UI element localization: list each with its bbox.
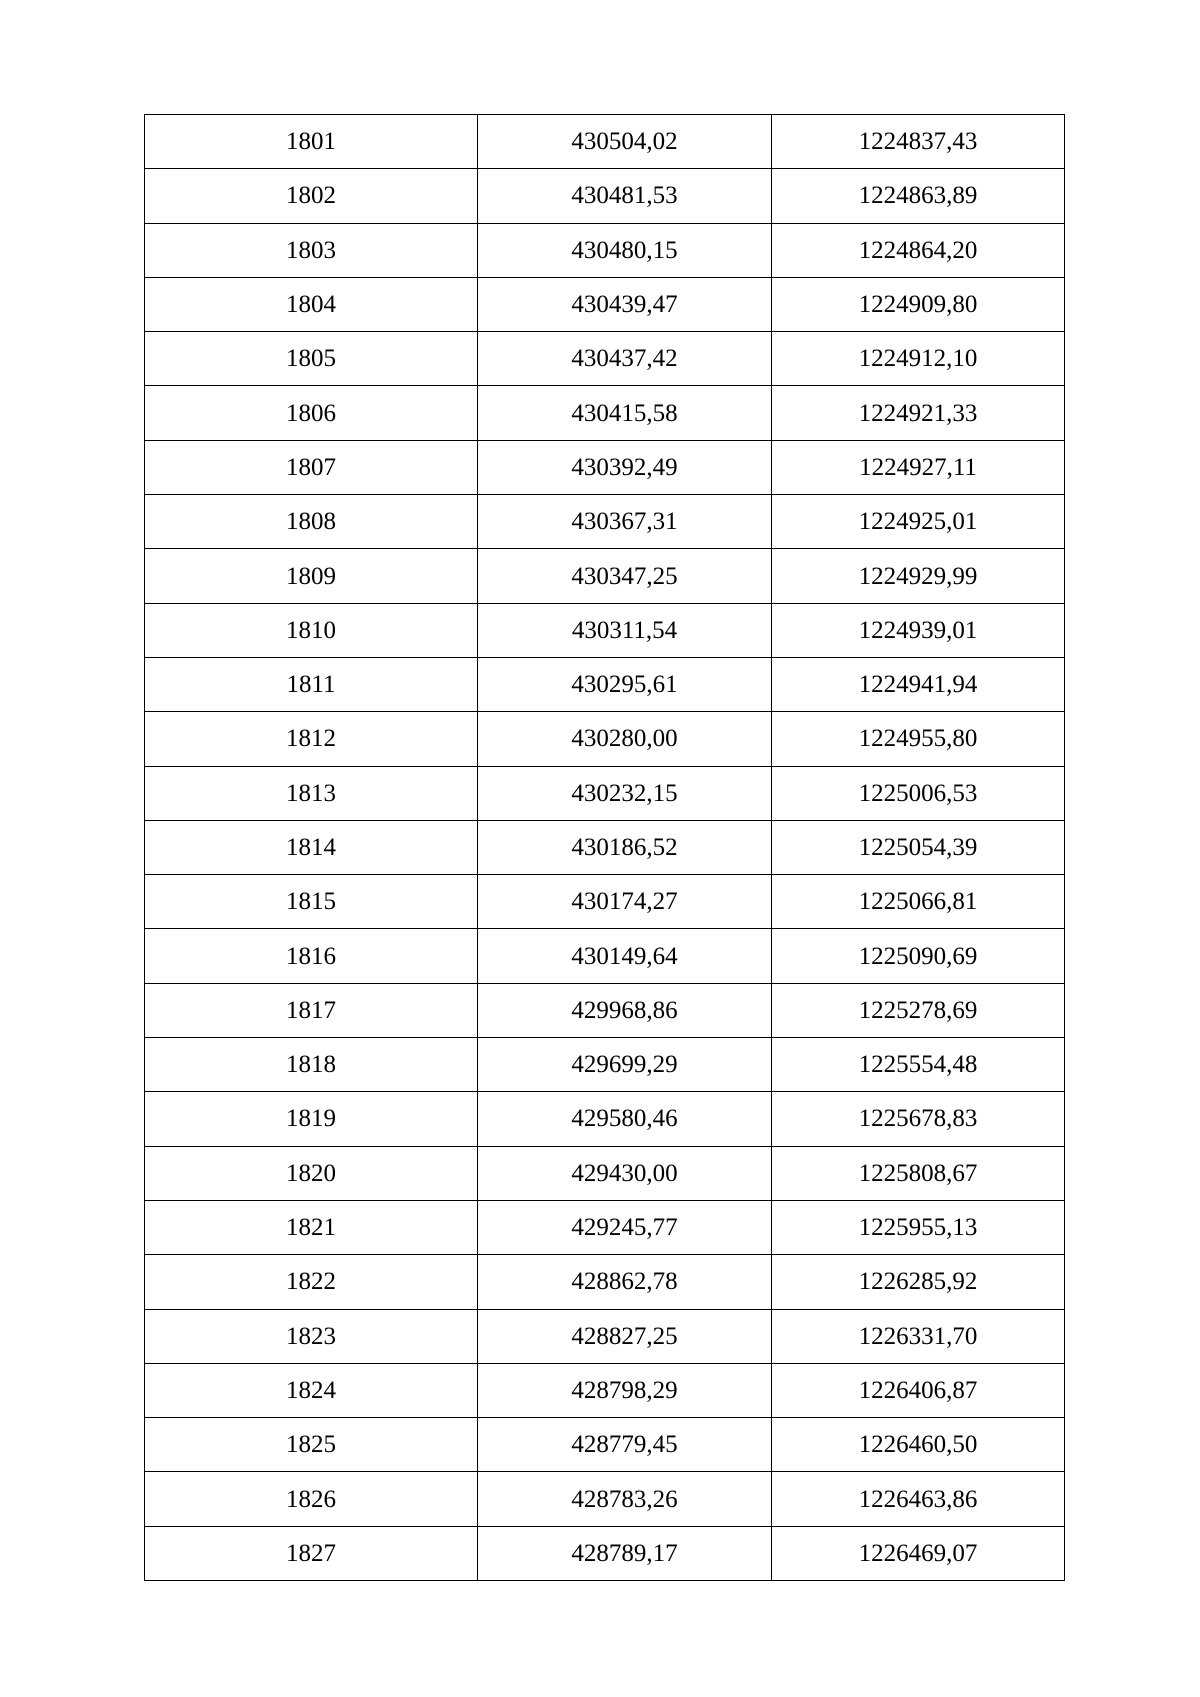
table-row <box>145 1146 1065 1200</box>
y-coordinate-cell: 1224912,10 <box>772 332 1065 386</box>
table-row <box>145 1255 1065 1309</box>
table-row <box>145 1363 1065 1417</box>
point-number-cell: 1822 <box>145 1255 478 1309</box>
table-row <box>145 983 1065 1037</box>
table-row <box>145 386 1065 440</box>
point-number-cell: 1806 <box>145 386 478 440</box>
table-row <box>145 712 1065 766</box>
x-coordinate-cell: 429699,29 <box>478 1038 772 1092</box>
x-coordinate-cell: 430481,53 <box>478 169 772 223</box>
x-coordinate-cell: 430280,00 <box>478 712 772 766</box>
y-coordinate-cell: 1225278,69 <box>772 983 1065 1037</box>
point-number-cell: 1819 <box>145 1092 478 1146</box>
point-number-cell: 1812 <box>145 712 478 766</box>
table-row <box>145 223 1065 277</box>
y-coordinate-cell: 1224863,89 <box>772 169 1065 223</box>
table-row <box>145 115 1065 169</box>
y-coordinate-cell: 1226469,07 <box>772 1526 1065 1580</box>
table-row <box>145 657 1065 711</box>
x-coordinate-cell: 430311,54 <box>478 603 772 657</box>
y-coordinate-cell: 1224909,80 <box>772 277 1065 331</box>
y-coordinate-cell: 1226285,92 <box>772 1255 1065 1309</box>
y-coordinate-cell: 1225006,53 <box>772 766 1065 820</box>
point-number-cell: 1802 <box>145 169 478 223</box>
y-coordinate-cell: 1224941,94 <box>772 657 1065 711</box>
table-row <box>145 1092 1065 1146</box>
y-coordinate-cell: 1225554,48 <box>772 1038 1065 1092</box>
point-number-cell: 1826 <box>145 1472 478 1526</box>
x-coordinate-cell: 429580,46 <box>478 1092 772 1146</box>
y-coordinate-cell: 1226406,87 <box>772 1363 1065 1417</box>
x-coordinate-cell: 429245,77 <box>478 1200 772 1254</box>
x-coordinate-cell: 430392,49 <box>478 440 772 494</box>
point-number-cell: 1820 <box>145 1146 478 1200</box>
table-row <box>145 1526 1065 1580</box>
point-number-cell: 1817 <box>145 983 478 1037</box>
coordinates-table-body <box>145 115 1065 1581</box>
y-coordinate-cell: 1224927,11 <box>772 440 1065 494</box>
table-row <box>145 875 1065 929</box>
y-coordinate-cell: 1225090,69 <box>772 929 1065 983</box>
point-number-cell: 1823 <box>145 1309 478 1363</box>
x-coordinate-cell: 430149,64 <box>478 929 772 983</box>
x-coordinate-cell: 428798,29 <box>478 1363 772 1417</box>
point-number-cell: 1825 <box>145 1418 478 1472</box>
coordinates-table <box>144 114 1065 1581</box>
point-number-cell: 1827 <box>145 1526 478 1580</box>
x-coordinate-cell: 430174,27 <box>478 875 772 929</box>
x-coordinate-cell: 428783,26 <box>478 1472 772 1526</box>
table-row <box>145 1200 1065 1254</box>
point-number-cell: 1801 <box>145 115 478 169</box>
point-number-cell: 1815 <box>145 875 478 929</box>
y-coordinate-cell: 1224955,80 <box>772 712 1065 766</box>
y-coordinate-cell: 1225808,67 <box>772 1146 1065 1200</box>
table-row <box>145 1038 1065 1092</box>
table-row <box>145 603 1065 657</box>
point-number-cell: 1813 <box>145 766 478 820</box>
table-row <box>145 549 1065 603</box>
point-number-cell: 1807 <box>145 440 478 494</box>
x-coordinate-cell: 428827,25 <box>478 1309 772 1363</box>
point-number-cell: 1816 <box>145 929 478 983</box>
x-coordinate-cell: 430504,02 <box>478 115 772 169</box>
x-coordinate-cell: 430347,25 <box>478 549 772 603</box>
y-coordinate-cell: 1225054,39 <box>772 820 1065 874</box>
y-coordinate-cell: 1224837,43 <box>772 115 1065 169</box>
x-coordinate-cell: 430415,58 <box>478 386 772 440</box>
x-coordinate-cell: 428789,17 <box>478 1526 772 1580</box>
table-row <box>145 440 1065 494</box>
y-coordinate-cell: 1224864,20 <box>772 223 1065 277</box>
table-row <box>145 495 1065 549</box>
y-coordinate-cell: 1225955,13 <box>772 1200 1065 1254</box>
point-number-cell: 1804 <box>145 277 478 331</box>
table-row <box>145 277 1065 331</box>
x-coordinate-cell: 430295,61 <box>478 657 772 711</box>
x-coordinate-cell: 428779,45 <box>478 1418 772 1472</box>
point-number-cell: 1803 <box>145 223 478 277</box>
y-coordinate-cell: 1224939,01 <box>772 603 1065 657</box>
x-coordinate-cell: 429430,00 <box>478 1146 772 1200</box>
point-number-cell: 1824 <box>145 1363 478 1417</box>
y-coordinate-cell: 1224925,01 <box>772 495 1065 549</box>
x-coordinate-cell: 430439,47 <box>478 277 772 331</box>
table-row <box>145 929 1065 983</box>
y-coordinate-cell: 1226331,70 <box>772 1309 1065 1363</box>
point-number-cell: 1809 <box>145 549 478 603</box>
table-row <box>145 820 1065 874</box>
y-coordinate-cell: 1226463,86 <box>772 1472 1065 1526</box>
point-number-cell: 1814 <box>145 820 478 874</box>
y-coordinate-cell: 1224921,33 <box>772 386 1065 440</box>
x-coordinate-cell: 429968,86 <box>478 983 772 1037</box>
point-number-cell: 1805 <box>145 332 478 386</box>
x-coordinate-cell: 430186,52 <box>478 820 772 874</box>
x-coordinate-cell: 430437,42 <box>478 332 772 386</box>
table-row <box>145 169 1065 223</box>
point-number-cell: 1821 <box>145 1200 478 1254</box>
table-row <box>145 1472 1065 1526</box>
x-coordinate-cell: 428862,78 <box>478 1255 772 1309</box>
table-row <box>145 1418 1065 1472</box>
x-coordinate-cell: 430480,15 <box>478 223 772 277</box>
y-coordinate-cell: 1225678,83 <box>772 1092 1065 1146</box>
table-row <box>145 332 1065 386</box>
x-coordinate-cell: 430232,15 <box>478 766 772 820</box>
point-number-cell: 1808 <box>145 495 478 549</box>
y-coordinate-cell: 1224929,99 <box>772 549 1065 603</box>
point-number-cell: 1811 <box>145 657 478 711</box>
point-number-cell: 1818 <box>145 1038 478 1092</box>
x-coordinate-cell: 430367,31 <box>478 495 772 549</box>
point-number-cell: 1810 <box>145 603 478 657</box>
table-row <box>145 766 1065 820</box>
table-row <box>145 1309 1065 1363</box>
y-coordinate-cell: 1225066,81 <box>772 875 1065 929</box>
y-coordinate-cell: 1226460,50 <box>772 1418 1065 1472</box>
